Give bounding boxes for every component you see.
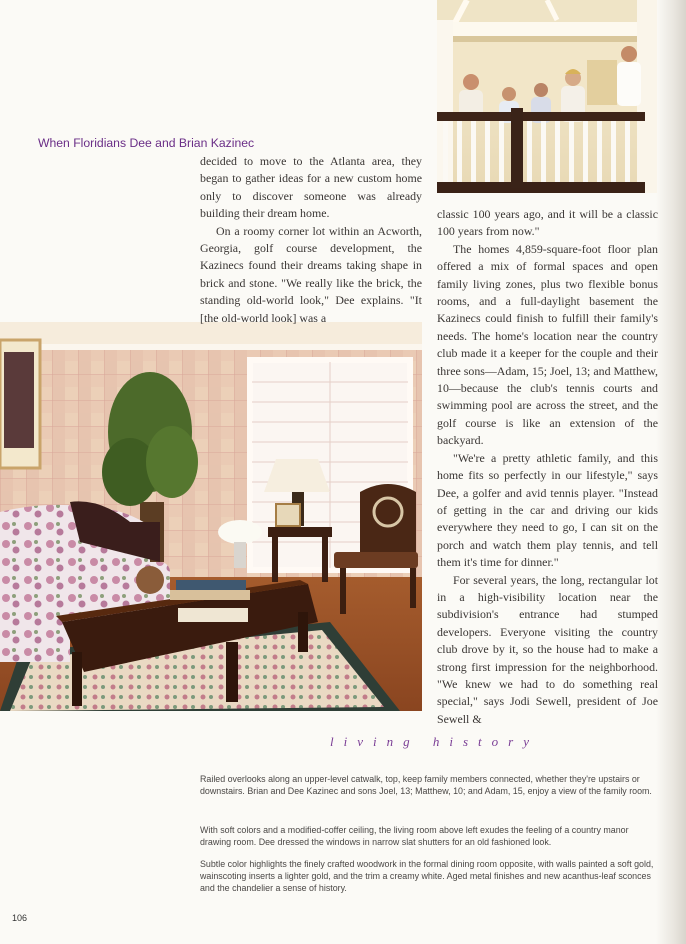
page-edge-shadow xyxy=(656,0,686,944)
article-column-left xyxy=(200,153,422,327)
photo-caption: Subtle color highlights the finely crafted woodwork in the formal dining room opposite, with walls painted a soft gold, wainscoting inserts a lighter gold, and the trim a creamy white. Aged metal finishes and new acanthus-leaf sconces and the chandelier a sense of history. xyxy=(200,859,654,893)
lead-in-text: When Floridians Dee and Brian Kazinec xyxy=(38,136,255,150)
section-title: living history xyxy=(330,734,539,749)
page-number: 106 xyxy=(12,913,28,923)
paragraph: classic 100 years ago, and it will be a classic 100 years from now." xyxy=(437,207,658,239)
family-catwalk-photo xyxy=(437,0,657,193)
family-catwalk-illustration xyxy=(437,0,657,193)
article-column-right xyxy=(437,206,658,728)
paragraph: decided to move to the Atlanta area, they began to gather ideas for a new custom home only to discover someone was already building their dream home. xyxy=(200,154,422,221)
living-room-photo xyxy=(0,322,422,711)
paragraph: On a roomy corner lot within an Acworth, Georgia, golf course development, the Kazinecs found their dreams taking shape in brick and stone. "We really like the brick, the standing old-world look," Dee explains. "It [the old-world look] was a xyxy=(200,223,422,325)
photo-caption: Railed overlooks along an upper-level catwalk, top, keep family members connected, whether they're upstairs or downstairs. Brian and Dee Kazinec and sons Joel, 13; Matthew, 10; and Adam, 15, enjoy a view of the family room. xyxy=(200,774,652,796)
living-room-illustration xyxy=(0,322,422,711)
paragraph: "We're a pretty athletic family, and this home fits so perfectly in our lifestyle," says Dee, a golfer and avid tennis player. "Instead of getting in the car and driving our kids everywhere they need to go, I can sit on the porch and watch them play tennis, and tell them it's time for dinner." xyxy=(437,450,658,570)
paragraph: For several years, the long, rectangular lot in a high-visibility location near the subdivision's entrance had stumped developers. Everyone visiting the country club drove by it, so the house had to make a strong first impression for the neighborhood. "We knew we had to do something real special," says Jodi Sewell, president of Joe Sewell & xyxy=(437,572,658,726)
photo-caption: With soft colors and a modified-coffer ceiling, the living room above left exudes the feeling of a country manor drawing room. Dee dressed the windows in narrow slat shutters for an old fashioned look. xyxy=(200,825,629,847)
article-lead-in xyxy=(38,136,423,150)
paragraph: The homes 4,859-square-foot floor plan offered a mix of formal spaces and open family living zones, plus two flexible bonus rooms, and a full-daylight basement the Kazinecs could finish to fulfill their family's needs. The home's location near the country club made it a keeper for the couple and their three sons—Adam, 15; Joel, 13; and Matthew, 10—because the club's tennis courts and swimming pool are across the street, and the golf course is like an extension of the backyard. xyxy=(437,241,658,448)
